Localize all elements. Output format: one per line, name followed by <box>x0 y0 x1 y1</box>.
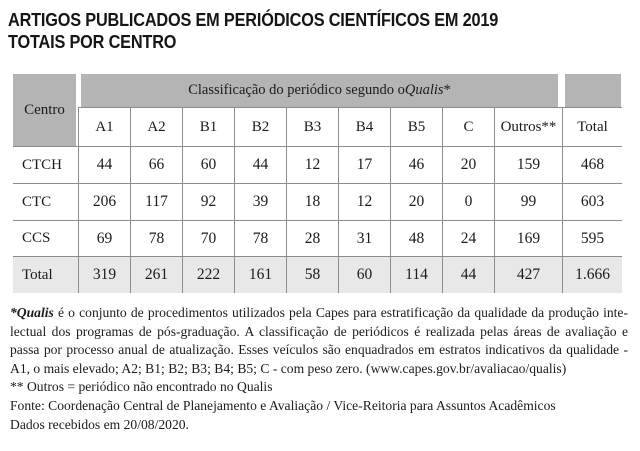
footnote-fonte: Fonte: Coordenação Central de Planejamento e Avaliação / Vice-Reitoria para Assuntos Acadêmicos <box>10 397 556 413</box>
data-cell: 70 <box>182 220 234 256</box>
data-cell: 18 <box>286 183 338 220</box>
header-spacer-cell <box>565 74 621 107</box>
footnote-qualis-line3: passa por processo anual de atualização. Esses veículos são enquadrados em estratos indicativos da qualidade - <box>10 342 628 358</box>
data-cell: 222 <box>182 256 234 293</box>
data-cell: 0 <box>442 183 494 220</box>
data-cell: 44 <box>442 256 494 293</box>
row-label-total: Total <box>13 256 78 293</box>
data-cell: 1.666 <box>562 256 622 293</box>
data-cell: 60 <box>182 146 234 183</box>
row-label-ctc: CTC <box>13 183 78 220</box>
data-cell: 39 <box>234 183 286 220</box>
data-cell: 69 <box>78 220 130 256</box>
page-title-line1: ARTIGOS PUBLICADOS EM PERIÓDICOS CIENTÍFICOS EM 2019 <box>8 9 499 30</box>
col-header-outros: Outros** <box>494 107 562 146</box>
data-cell: 161 <box>234 256 286 293</box>
group-header-classificacao <box>81 74 558 107</box>
data-cell: 24 <box>442 220 494 256</box>
col-header-b5: B5 <box>390 107 442 146</box>
footnote-outros: ** Outros = periódico não encontrado no Qualis <box>10 379 273 395</box>
col-header-a2: A2 <box>130 107 182 146</box>
data-cell: 603 <box>562 183 622 220</box>
col-header-b3: B3 <box>286 107 338 146</box>
data-cell: 99 <box>494 183 562 220</box>
data-cell: 78 <box>234 220 286 256</box>
col-header-b2: B2 <box>234 107 286 146</box>
footnote-qualis-line1 <box>10 304 628 323</box>
data-cell: 44 <box>78 146 130 183</box>
data-cell: 66 <box>130 146 182 183</box>
row-label-ccs: CCS <box>13 220 78 256</box>
data-cell: 20 <box>390 183 442 220</box>
data-cell: 48 <box>390 220 442 256</box>
footnote-qualis-line2: lectual dos programas de pós-graduação. A classificação de periódicos é realizada pelas áreas de avaliação e <box>10 323 628 339</box>
col-header-a1: A1 <box>78 107 130 146</box>
data-cell: 159 <box>494 146 562 183</box>
data-cell: 319 <box>78 256 130 293</box>
col-header-b1: B1 <box>182 107 234 146</box>
data-cell: 427 <box>494 256 562 293</box>
data-cell: 117 <box>130 183 182 220</box>
data-cell: 12 <box>338 183 390 220</box>
footnote-dados: Dados recebidos em 20/08/2020. <box>10 416 189 432</box>
data-cell: 20 <box>442 146 494 183</box>
row-label-ctch: CTCH <box>13 146 78 183</box>
group-header-asterisk: * <box>443 82 451 98</box>
footnotes <box>10 304 628 434</box>
qualis-publications-table <box>13 74 622 293</box>
data-cell: 60 <box>338 256 390 293</box>
data-cell: 114 <box>390 256 442 293</box>
data-cell: 44 <box>234 146 286 183</box>
data-cell: 78 <box>130 220 182 256</box>
data-cell: 17 <box>338 146 390 183</box>
group-header-plain: Classificação do periódico segundo o <box>188 82 405 98</box>
page-title <box>8 9 640 53</box>
data-cell: 206 <box>78 183 130 220</box>
group-header-qualis: Qualis <box>404 82 444 98</box>
data-cell: 12 <box>286 146 338 183</box>
footnote-qualis-line4: A1, o mais elevado; A2; B1; B2; B3; B4; B5; C - com peso zero. (www.capes.gov.br/avaliacao/qualis) <box>10 360 567 376</box>
data-cell: 595 <box>562 220 622 256</box>
footnote-qualis-term: *Qualis <box>10 305 54 320</box>
col-header-total: Total <box>562 107 622 146</box>
data-cell: 92 <box>182 183 234 220</box>
corner-header-centro: Centro <box>13 74 76 146</box>
data-cell: 31 <box>338 220 390 256</box>
data-cell: 169 <box>494 220 562 256</box>
data-cell: 261 <box>130 256 182 293</box>
page-title-line2: TOTAIS POR CENTRO <box>8 31 177 52</box>
data-cell: 468 <box>562 146 622 183</box>
col-header-c: C <box>442 107 494 146</box>
data-cell: 46 <box>390 146 442 183</box>
footnote-line1-rest: é o conjunto de procedimentos utilizados pela Capes para estratificação da qualidade da produção inte- <box>53 305 628 320</box>
col-header-b4: B4 <box>338 107 390 146</box>
data-cell: 58 <box>286 256 338 293</box>
data-cell: 28 <box>286 220 338 256</box>
